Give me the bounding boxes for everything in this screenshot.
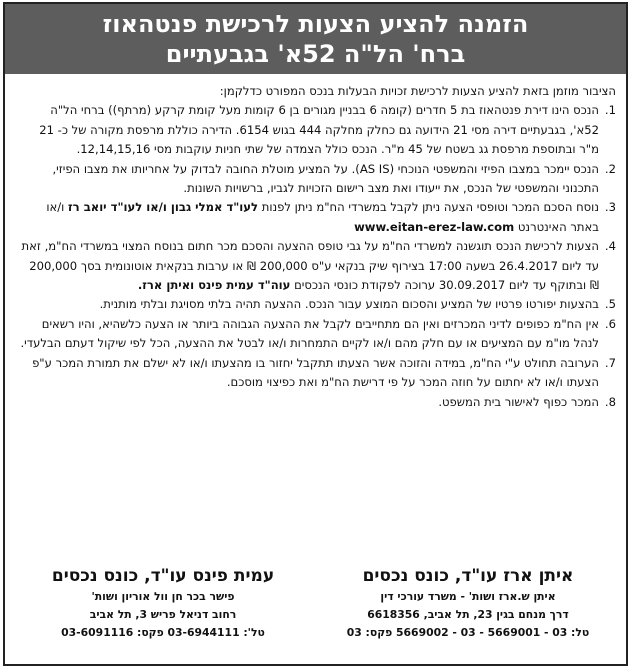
term-text: בהצעות יפורטו פרטיו של המציע והסכום המוצע עבור הנכס. ההצעה תהיה בלתי מסויגת ובלתי מותנית. (99, 297, 599, 312)
term-number: 7. (604, 355, 616, 370)
term-item-8 (19, 393, 616, 412)
website-link[interactable]: www.eitan-erez-law.com (354, 219, 515, 234)
term-text: נוסח הסכם המכר וטופסי הצעה ניתן לקבל במשרדי הח"מ ניתן לפנות (258, 200, 599, 215)
receiver-name: עמית פינס עו"ד, כונס נכסים (51, 566, 275, 586)
term-text: הערובה תחולט ע"י הח"מ, במידה והזוכה אשר הצעתו תתקבל יחזור בו מהצעתו ו/או לא ישלם את תמורת המכר ע"פ הצעתו ו/או לא יחתום על חוזה המכר על פי דרישת הח"מ ואת כפיצוי מוסכם. (32, 355, 599, 390)
firm-address: דרך מנחם בגין 23, תל אביב, 6618356 (367, 608, 569, 621)
term-text: הנכס הינו דירת פנטהאוז בת 5 חדרים (קומה 6 בבניין מגורים בן 6 קומות מעל קומת קרקע (מרתף)) ברחי הל"ה 52א', בגבעתיים דירה מסי 21 הידועה גם כחלק מחלקה 444 בגוש 6154. הדירה כוללת מרפסת מקורה של כ- 21 מ"ר ובתוספת מרפסת גג בשטח של 45 מ"ר. הנכס כולל הצמדה של שתי חניות עוקבות מסי 12,14,15,16. (39, 103, 599, 157)
firm-name: איתן ש.ארז ושות' - משרד עורכי דין (380, 590, 556, 603)
notice-header (5, 4, 626, 74)
term-number: 3. (604, 200, 616, 215)
term-item-4 (19, 237, 616, 295)
receiver-name: איתן ארז עו"ד, כונס נכסים (362, 566, 574, 586)
notice-frame (3, 2, 628, 666)
term-number: 2. (604, 161, 616, 176)
term-text-cont: ו/או באתר האינטרנט (46, 200, 599, 234)
term-number: 4. (604, 239, 616, 254)
intro-paragraph: הציבור מוזמן בזאת להציע הצעות לרכישת זכויות הבעלות בנכס המפורט כדלקמן: (219, 84, 616, 98)
header-title: הזמנה להציע הצעות לרכישת פנטהאוז (102, 10, 529, 38)
term-text: אין הח"מ כפופים לדיני המכרזים ואין הם מתחייבים לקבל את ההצעה הגבוהה ביותר או הצעה כלשהיא, והיו רשאים לנהל מו"מ עם המציעים או עם חלק מהם ו/או לקיים התמחרות ו/או לבטל את ההצעה, הכל לפי שיקול דעתם הבלעדי. (20, 316, 599, 351)
term-number: 8. (604, 394, 616, 409)
term-number: 5. (604, 297, 616, 312)
terms-list (19, 101, 616, 412)
term-item-2 (19, 160, 616, 199)
term-text: המכר כפוף לאישור בית המשפט. (438, 394, 599, 409)
header-subtitle: ברח' הל"ה 52א' בגבעתיים (165, 40, 466, 68)
term-item-5 (19, 295, 616, 314)
signature-footer (13, 564, 618, 662)
firm-phone: טל: 03 - 5669001 - 03 - 5669002 פקס: 03 (346, 626, 590, 639)
term-item-7 (19, 354, 616, 393)
term-number: 6. (604, 316, 616, 331)
firm-phone: טל': 03-6944111 פקס: 03-6091116 (61, 626, 265, 639)
term-text: הצעות לרכישת הנכס תוגשנה למשרדי הח"מ על גבי טופס ההצעה והסכם מכר חתום בנוסח המצוי במשרדי הח"מ, זאת עד ליום 26.4.2017 בשעה 17:00 בצירוף שיק בנקאי ע"ס 200,000 ₪ או ערבות בנקאית אוטונומית בסך 200,000 ₪ ובתוקף עד ליום 30.09.2017 ערוכה לפקודת כונסי הנכסים (21, 239, 599, 293)
notice-body (19, 82, 616, 557)
term-item-1 (19, 101, 616, 159)
term-number: 1. (604, 103, 616, 118)
term-item-6 (19, 315, 616, 354)
term-item-3 (19, 198, 616, 237)
firm-name: פישר בכר חן וול אוריון ושות' (91, 590, 235, 603)
receiver-block-pines (13, 564, 313, 642)
term-text: הנכס יימכר במצבו הפיזי והמשפטי הנוכחי (AS IS). על המציע מוטלת החובה לבדוק על אחריותו את מצבו הפיזי, התכנוני והמשפטי של הנכס, את ייעודו ואת מצב רישום הזכויות לגביו, ברשויות השונות. (52, 161, 599, 196)
term-receivers-names: עוה"ד עמית פינס ואיתן ארז. (137, 278, 291, 293)
receiver-block-erez (318, 564, 618, 642)
term-contact-names: לעו"ד אמלי גבון ו/או לעו"ד יואב רז (68, 200, 259, 215)
firm-address: רחוב דניאל פריש 3, תל אביב (89, 608, 237, 621)
